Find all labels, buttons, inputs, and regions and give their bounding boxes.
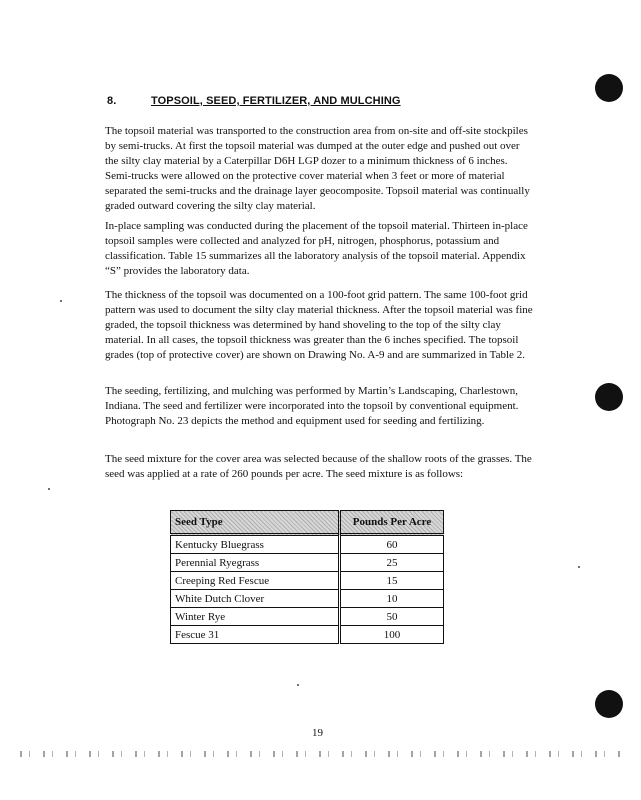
scan-speck xyxy=(60,300,62,302)
paragraph-seeding: The seeding, fertilizing, and mulching was performed by Martin’s Landscaping, Charlestown, Indiana. The seed and fertilizer were incorporated into the topsoil by conventional equipment. Photograph No. 23 depicts the method and equipment used for seeding and fertilizing. xyxy=(105,385,519,427)
seed-mixture-table xyxy=(170,510,444,644)
table-row xyxy=(171,608,444,626)
page-number: 19 xyxy=(312,727,323,739)
table-row xyxy=(171,626,444,644)
section-heading xyxy=(107,95,527,107)
table-row xyxy=(171,554,444,572)
table-header-row xyxy=(171,511,444,535)
seed-type-cell: Perennial Ryegrass xyxy=(171,554,340,572)
seed-type-cell: White Dutch Clover xyxy=(171,590,340,608)
scan-speck xyxy=(297,684,299,686)
pounds-cell: 60 xyxy=(340,535,444,554)
pounds-cell: 100 xyxy=(340,626,444,644)
punch-hole-icon xyxy=(595,690,623,718)
paragraph-seed-mixture: The seed mixture for the cover area was selected because of the shallow roots of the grasses. The seed was applied at a rate of 260 pounds per acre. The seed mixture is as follows: xyxy=(105,453,532,480)
column-header-seed-type: Seed Type xyxy=(171,511,340,535)
punch-hole-icon xyxy=(595,383,623,411)
scan-speck xyxy=(578,566,580,568)
section-number: 8. xyxy=(107,95,117,107)
scan-speck xyxy=(48,488,50,490)
paragraph-topsoil-transport: The topsoil material was transported to the construction area from on-site and off-site stockpiles by semi-trucks. At first the topsoil material was dumped at the outer edge and pushed out over the silty clay material by a Caterpillar D6H LGP dozer to a minimum thickness of 6 inches. Semi-trucks were allowed on the protective cover material when 3 feet or more of material separated the semi-trucks and the drainage layer geocomposite. Topsoil material was continually graded outward covering the silty clay material. xyxy=(105,125,530,212)
punch-hole-icon xyxy=(595,74,623,102)
table-row xyxy=(171,590,444,608)
pounds-cell: 25 xyxy=(340,554,444,572)
column-header-pounds-per-acre: Pounds Per Acre xyxy=(340,511,444,535)
pounds-cell: 10 xyxy=(340,590,444,608)
table-row xyxy=(171,535,444,554)
seed-type-cell: Kentucky Bluegrass xyxy=(171,535,340,554)
seed-type-cell: Winter Rye xyxy=(171,608,340,626)
table-row xyxy=(171,572,444,590)
scan-noise-strip xyxy=(20,751,620,757)
paragraph-sampling: In-place sampling was conducted during the placement of the topsoil material. Thirteen in-place topsoil samples were collected and analyzed for pH, nitrogen, phosphorus, potassium and classification. Table 15 summarizes all the laboratory analysis of the topsoil material. Appendix “S” provides the laboratory data. xyxy=(105,220,528,277)
seed-type-cell: Creeping Red Fescue xyxy=(171,572,340,590)
paragraph-thickness: The thickness of the topsoil was documented on a 100-foot grid pattern. The same 100-foot grid pattern was used to document the silty clay material thickness. After the topsoil material was fine graded, the topsoil thickness was determined by hand shoveling to the top of the silty clay material. In all cases, the topsoil thickness was greater than the 6 inches specified. The topsoil grades (top of protective cover) are shown on Drawing No. A-9 and are summarized in Table 2. xyxy=(105,289,533,361)
section-title: TOPSOIL, SEED, FERTILIZER, AND MULCHING xyxy=(151,95,401,107)
pounds-cell: 15 xyxy=(340,572,444,590)
seed-type-cell: Fescue 31 xyxy=(171,626,340,644)
pounds-cell: 50 xyxy=(340,608,444,626)
